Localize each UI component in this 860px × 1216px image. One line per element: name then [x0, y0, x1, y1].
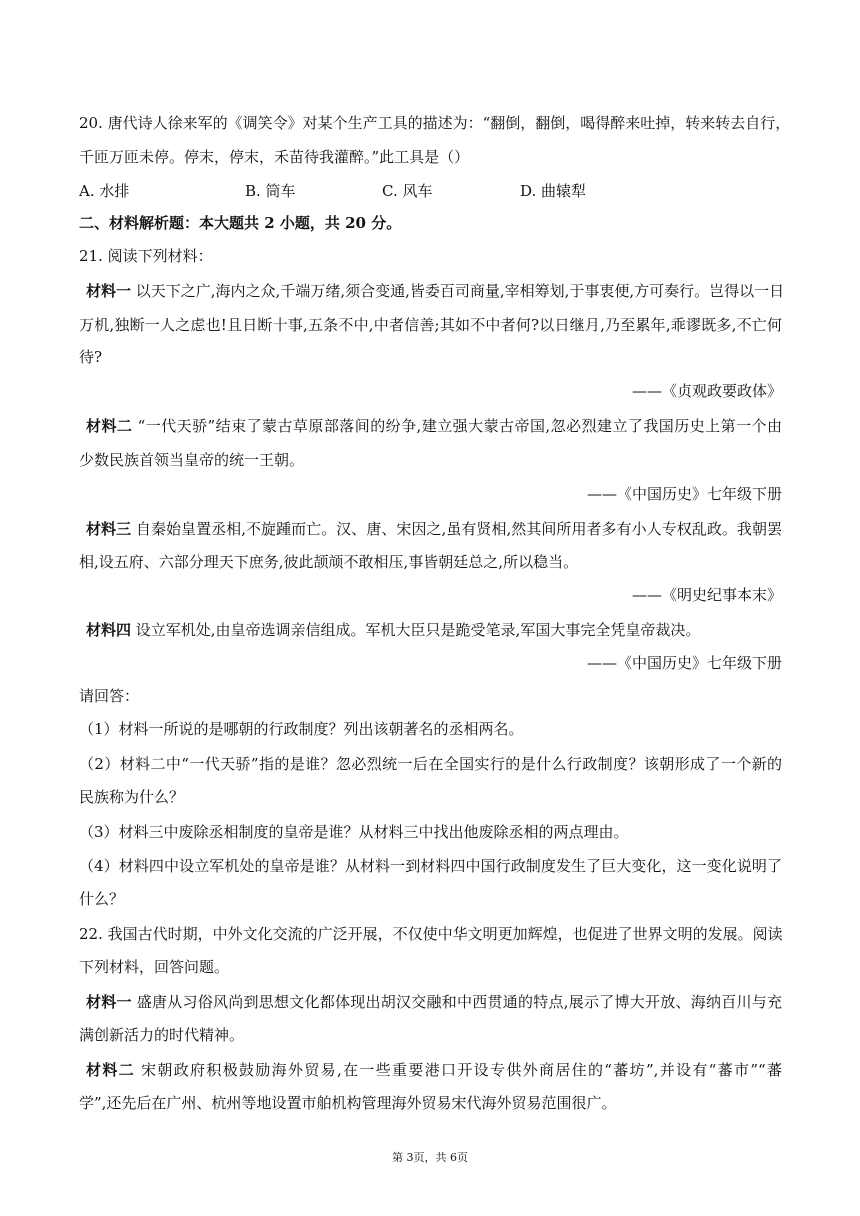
material-label: 材料二: [86, 1061, 135, 1079]
material-text: 自秦始皇置丞相,不旋踵而亡。汉、唐、宋因之,虽有贤相,然其间所用者多有小人专权乱政。我朝罢: [131, 520, 782, 538]
section-heading: 二、材料解析题：本大题共 2 小题，共 20 分。: [79, 214, 402, 232]
q21-prompt: 请回答：: [79, 687, 140, 705]
q21-material1-line2: 万机,独断一人之虑也!且日断十事,五条不中,中者信善;其如不中者何?以日继月,乃至累年,乖谬既多,不亡何: [79, 316, 782, 334]
q21-material1-line1: [86, 281, 785, 301]
material-label: 材料一: [86, 282, 132, 300]
q20-option-a: A. 水排: [79, 182, 130, 200]
material-text: “一代天骄”结束了蒙古草原部落间的纷争,建立强大蒙古帝国,忽必烈建立了我国历史上第一个由: [132, 417, 782, 435]
material-text: 以天下之广,海内之众,千端万绪,须合变通,皆委百司商量,宰相筹划,于事衷便,方可奏行。岂得以一日: [131, 282, 785, 300]
q21-subquestion-2-line2: 民族称为什么？: [79, 788, 185, 806]
q21-subquestion-4-line2: 什么？: [79, 890, 125, 908]
q22-material2-line1: [86, 1060, 782, 1080]
material-label: 材料四: [86, 621, 132, 639]
material-text: 盛唐从习俗风尚到思想文化都体现出胡汉交融和中西贯通的特点,展示了博大开放、海纳百川与充: [131, 993, 782, 1011]
material-text: 宋朝政府积极鼓励海外贸易,在一些重要港口开设专供外商居住的“蕃坊”,并设有“蕃市”“蕃: [134, 1061, 782, 1079]
q21-material1-source: ——《贞观政要政体》: [631, 382, 782, 400]
q21-subquestion-3: （3）材料三中废除丞相制度的皇帝是谁？从材料三中找出他废除丞相的两点理由。: [79, 823, 629, 841]
q22-stem-line2: 下列材料，回答问题。: [79, 958, 230, 976]
q20-option-d: D. 曲辕犁: [520, 182, 587, 200]
page-number-footer: 第 3页，共 6页: [392, 1151, 468, 1164]
q21-material3-line2: 相,设五府、六部分理天下庶务,彼此颉颃不敢相压,事皆朝廷总之,所以稳当。: [79, 553, 579, 571]
q21-material4-line1: [86, 620, 782, 640]
q21-material4-source: ——《中国历史》七年级下册: [586, 654, 782, 672]
material-label: 材料一: [86, 993, 132, 1011]
q20-stem-line1: 20. 唐代诗人徐来军的《调笑令》对某个生产工具的描述为：“翻倒，翻倒，喝得醉来吐掉，转来转去自行，: [79, 114, 791, 132]
material-text: 设立军机处,由皇帝选调亲信组成。军机大臣只是跪受笔录,军国大事完全凭皇帝裁决。: [131, 621, 701, 639]
q22-material1-line1: [86, 992, 782, 1012]
material-label: 材料二: [86, 417, 133, 435]
q21-intro: 21. 阅读下列材料：: [79, 247, 213, 265]
q21-material1-line3: 待?: [79, 348, 103, 366]
q21-subquestion-4-line1: （4）材料四中设立军机处的皇帝是谁？从材料一到材料四中国行政制度发生了巨大变化，这一变化说明了: [79, 857, 782, 875]
q21-subquestion-2-line1: （2）材料二中“一代天骄”指的是谁？忽必烈统一后在全国实行的是什么行政制度？该朝形成了一个新的: [79, 755, 782, 773]
q22-material2-line2: 学”,还先后在广州、杭州等地设置市舶机构管理海外贸易宋代海外贸易范围很广。: [79, 1094, 617, 1112]
q20-option-c: C. 风车: [382, 182, 433, 200]
q21-material3-source: ——《明史纪事本末》: [631, 586, 782, 604]
q20-option-b: B. 筒车: [245, 182, 296, 200]
q22-stem-line1: 22. 我国古代时期，中外文化交流的广泛开展，不仅使中华文明更加辉煌，也促进了世界文明的发展。阅读: [79, 925, 783, 943]
q21-material2-line2: 少数民族首领当皇帝的统一王朝。: [79, 451, 305, 469]
material-label: 材料三: [86, 520, 132, 538]
q21-subquestion-1: （1）材料一所说的是哪朝的行政制度？列出该朝著名的丞相两名。: [79, 720, 524, 738]
q21-material2-source: ——《中国历史》七年级下册: [586, 485, 782, 503]
q21-material2-line1: [86, 416, 782, 436]
q20-stem-line2: 千匝万匝未停。停末，停末，禾苗待我灌醉。”此工具是（）: [79, 148, 470, 166]
q21-material3-line1: [86, 519, 782, 539]
q22-material1-line2: 满创新活力的时代精神。: [79, 1026, 245, 1044]
